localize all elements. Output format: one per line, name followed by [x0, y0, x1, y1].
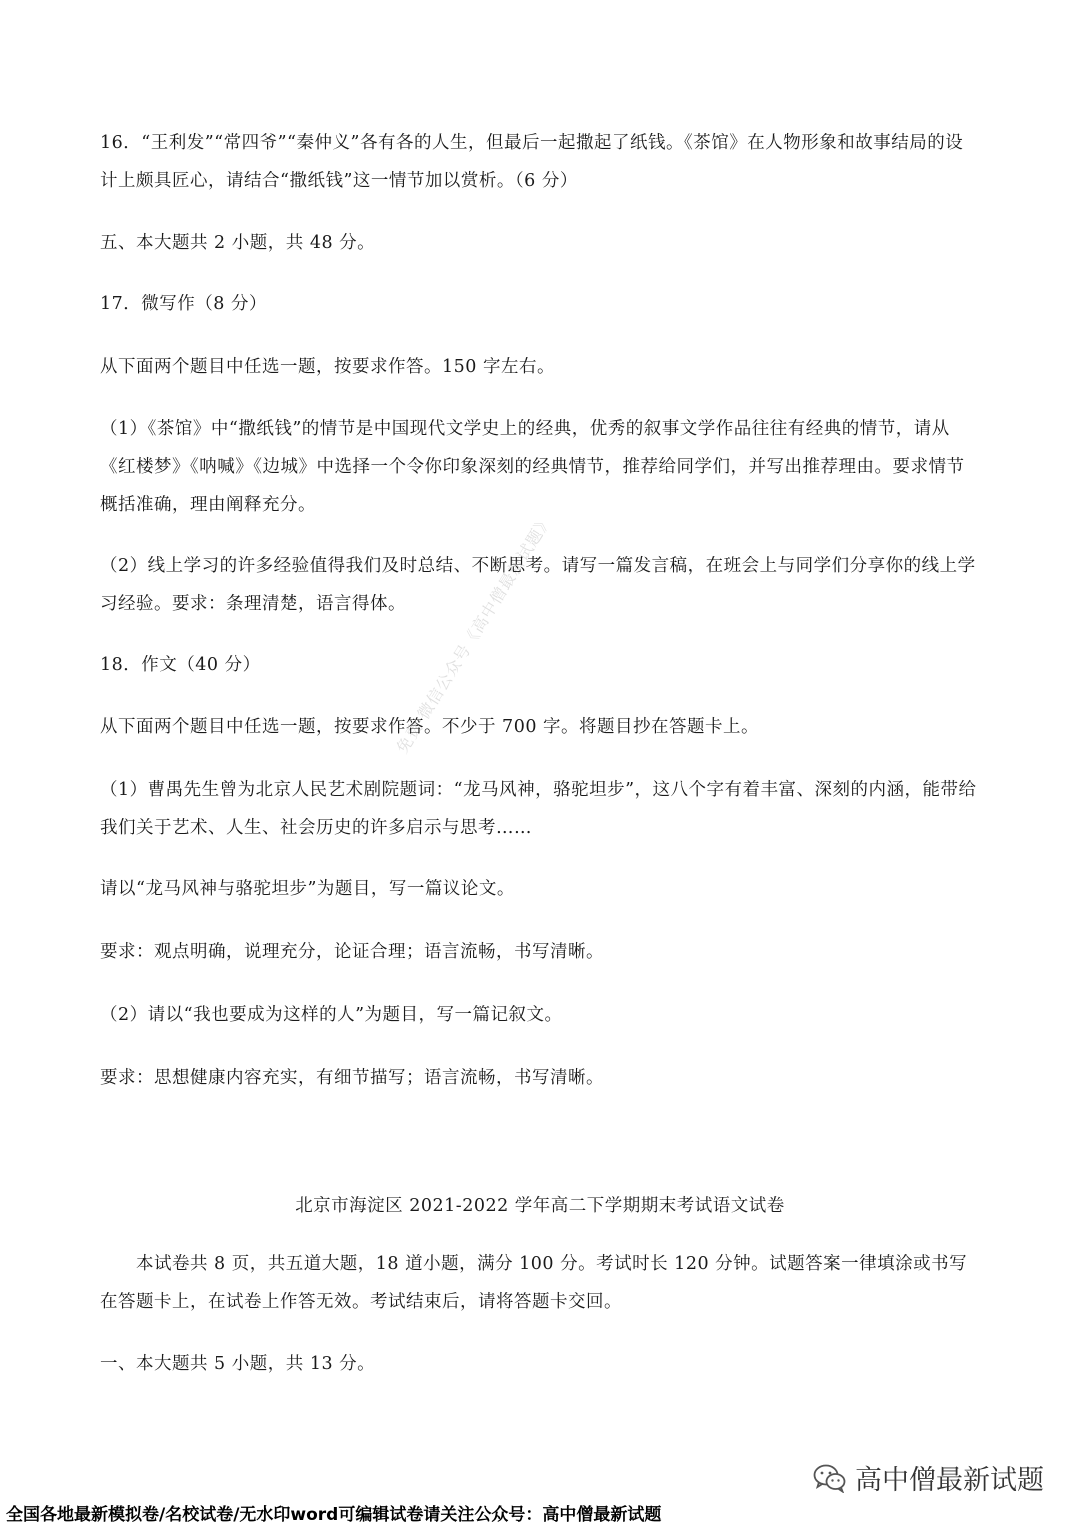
wechat-icon: [813, 1463, 847, 1493]
question-18-intro: 从下面两个题目中任选一题，按要求作答。不少于 700 字。将题目抄在答题卡上。: [100, 717, 760, 737]
question-17-option-1: （1）《茶馆》中“撒纸钱”的情节是中国现代文学史上的经典，优秀的叙事文学作品往往有经典的情节，请从《红楼梦》《呐喊》《边城》中选择一个令你印象深刻的经典情节，推荐给同学们，并写出推荐理由。要求情节概括准确，理由阐释充分。: [100, 419, 965, 515]
question-18-option-1-requirement: 要求：观点明确，说理充分，论证合理；语言流畅，书写清晰。: [100, 942, 604, 962]
wechat-account-brand: [813, 1458, 1044, 1497]
watermark: 免费·微信公众号《高中僧最新试题》: [392, 510, 557, 757]
question-17-option-2: （2）线上学习的许多经验值得我们及时总结、不断思考。请写一篇发言稿，在班会上与同学们分享你的线上学习经验。要求：条理清楚，语言得体。: [100, 556, 976, 614]
section-1-heading: 一、本大题共 5 小题，共 13 分。: [100, 1354, 376, 1374]
question-17-heading: 17．微写作（8 分）: [100, 294, 267, 314]
question-18-option-2: （2）请以“我也要成为这样的人”为题目，写一篇记叙文。: [100, 1005, 563, 1025]
question-18-option-2-requirement: 要求：思想健康内容充实，有细节描写；语言流畅，书写清晰。: [100, 1068, 604, 1088]
footer-notice: 全国各地最新模拟卷/名校试卷/无水印word可编辑试卷请关注公众号：高中僧最新试题: [6, 1505, 662, 1525]
question-18-heading: 18．作文（40 分）: [100, 655, 261, 675]
brand-name: 高中僧最新试题: [855, 1465, 1044, 1496]
question-16: 16．“王利发”“常四爷”“秦仲义”各有各的人生，但最后一起撒起了纸钱。《茶馆》在人物形象和故事结局的设计上颇具匠心，请结合“撒纸钱”这一情节加以赏析。（6 分）: [100, 133, 964, 191]
question-18-option-1-task: 请以“龙马风神与骆驼坦步”为题目，写一篇议论文。: [100, 879, 515, 899]
question-18-option-1: （1）曹禺先生曾为北京人民艺术剧院题词：“龙马风神，骆驼坦步”，这八个字有着丰富、深刻的内涵，能带给我们关于艺术、人生、社会历史的许多启示与思考……: [100, 780, 977, 838]
question-17-intro: 从下面两个题目中任选一题，按要求作答。150 字左右。: [100, 357, 555, 377]
exam-title: 北京市海淀区 2021-2022 学年高二下学期期末考试语文试卷: [295, 1196, 785, 1216]
exam-intro: 本试卷共 8 页，共五道大题，18 道小题，满分 100 分。考试时长 120 分钟。试题答案一律填涂或书写在答题卡上，在试卷上作答无效。考试结束后，请将答题卡交回。: [100, 1254, 968, 1312]
section-5-heading: 五、本大题共 2 小题，共 48 分。: [100, 233, 376, 253]
